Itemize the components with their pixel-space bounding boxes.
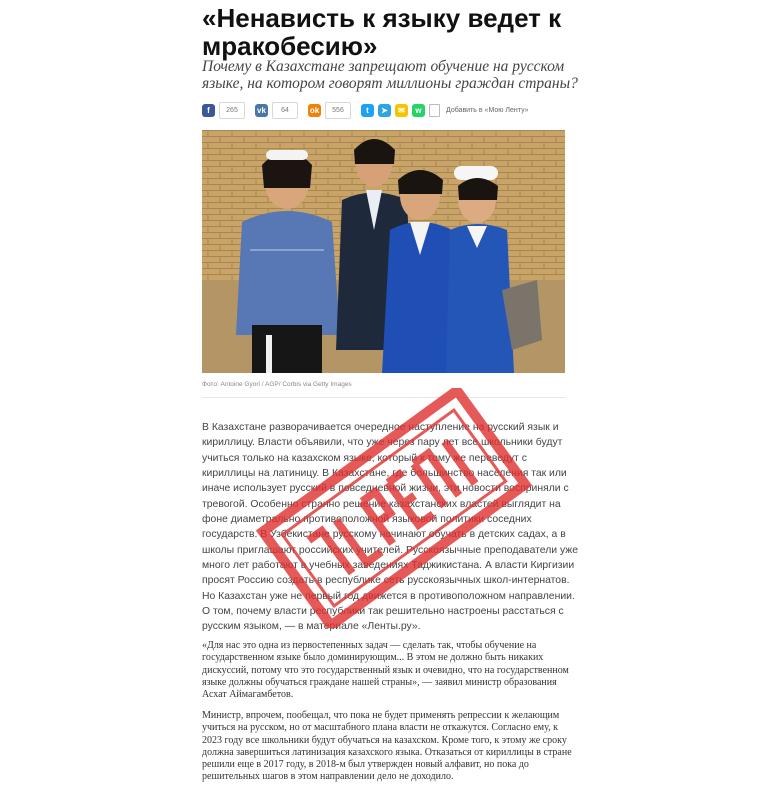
share-bar <box>202 101 529 119</box>
twitter-icon[interactable]: t <box>361 104 374 117</box>
article-paragraph: Министр, впрочем, пообещал, что пока не будет применять репрессии к желающим учиться на русском, но от масштабного плана власти не откажутся. Согласно ему, к 2023 году все школьники будут обучаться на казахском. Кроме того, к этому же сроку должна завершиться латинизация казахского языка. Отказаться от кириллицы в стране решили еще в 2017 году, в 2018-м был утвержден новый алфавит, но пока до решительных шагов в этом направлении дело не доходило. <box>202 710 572 783</box>
minister-quote: «Для нас это одна из первостепенных задач — сделать так, чтобы обучение на государственном языке было доминирующим... В этом не должно быть никаких дискуссий, потому что это государственный язык и очевидно, что на государственном языке должны обучаться граждане нашей страны», — заявил министр образования Асхат Аймагамбетов. <box>202 640 569 701</box>
facebook-icon[interactable]: f <box>202 104 215 117</box>
article-photo <box>202 130 565 373</box>
bookmark-icon[interactable] <box>429 104 440 117</box>
email-icon[interactable]: ✉ <box>395 104 408 117</box>
article-subtitle: Почему в Казахстане запрещают обучение на русском языке, на котором говорят миллионы граждан страны? <box>202 58 578 92</box>
divider <box>202 397 565 398</box>
vk-icon[interactable]: vk <box>255 104 268 117</box>
vk-share-count: 64 <box>272 102 298 119</box>
add-to-my-feed-link[interactable]: Добавить в «Мою Ленту» <box>446 106 529 114</box>
ok-share-count: 556 <box>325 102 351 119</box>
photo-caption: Фото: Antoine Gyori / AGP/ Corbis via Getty Images <box>202 381 352 388</box>
whatsapp-icon[interactable]: w <box>412 104 425 117</box>
article-lead: В Казахстане разворачивается очередное наступление на русский язык и кириллицу. Власти объявили, что уже через пару лет все школьники будут учиться только на казахском языке, который к тому же переведут с кириллицы на латиницу. В Казахстане, где большинство населения так или иначе использует русский в повседневной жизни, эти новости восприняли с тревогой. Особенно странно решение казахстанских властей выглядит на фоне диаметрально противоположной языковой политики соседних государств. В Узбекистане русскому начинают обучать в детских садах, а в школы приглашают российских учителей. Русскоязычные преподаватели уже много лет работают в учебных заведениях Таджикистана. А власти Киргизии просят Россию создать в республике сеть русскоязычных школ-интернатов. Но Казахстан уже не первый год движется в противоположном направлении. О том, почему власти республики так решительно настроены расстаться с русским языком, — в материале «Ленты.ру». <box>202 422 579 633</box>
odnoklassniki-icon[interactable]: ok <box>309 105 320 115</box>
telegram-icon[interactable]: ➤ <box>378 104 391 117</box>
facebook-share-count: 265 <box>219 102 245 119</box>
article-title: «Ненависть к языку ведет к мракобесию» <box>202 3 562 61</box>
